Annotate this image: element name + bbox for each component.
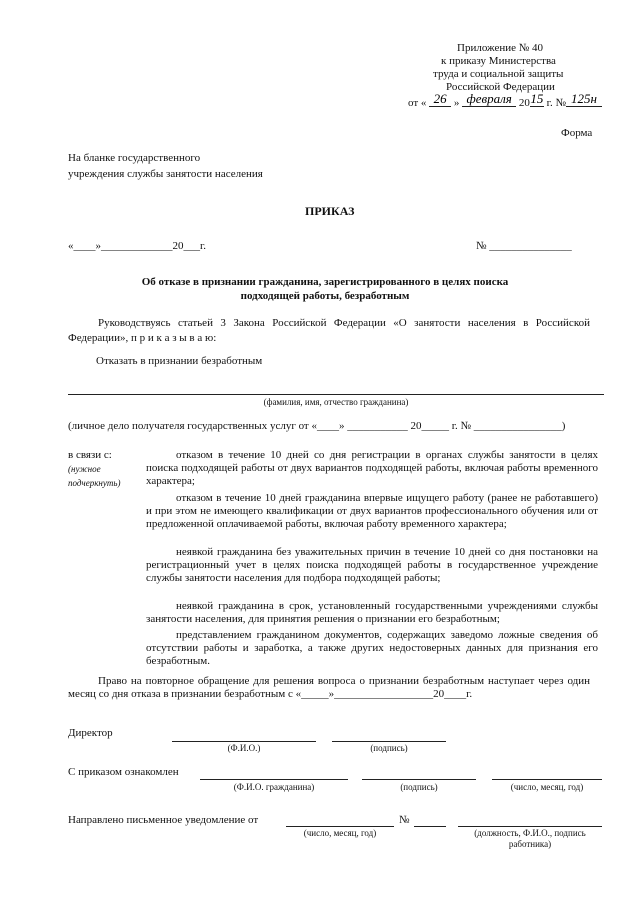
subject-line2: подходящей работы, безработным xyxy=(240,290,410,302)
reason-item-5: представлением гражданином документов, содержащих заведомо ложные сведения об отсутствии работы и заработка, а также других недостоверных данных для признания его безработным. xyxy=(146,629,598,667)
letterhead-line1: На бланке государственного xyxy=(68,152,201,164)
notice-date-caption: (число, месяц, год) xyxy=(303,828,377,838)
appendix-ministry-line2: труда и социальной защиты xyxy=(433,68,564,80)
appendix-date-row xyxy=(408,91,602,107)
notice-number-label: № xyxy=(399,814,410,826)
reasons-note: (нужное подчеркнуть) xyxy=(68,464,121,489)
page-title: ПРИКАЗ xyxy=(305,204,355,218)
date-year-handwritten: 15 xyxy=(530,91,544,106)
date-prefix: от « xyxy=(408,97,427,109)
order-number-blank: № _______________ xyxy=(476,240,572,252)
notice-position-line xyxy=(458,826,602,827)
acquainted-sign-caption: (подпись) xyxy=(400,782,438,792)
personal-file-line: (личное дело получателя государственных услуг от «____» ___________ 20_____ г. № ________________) xyxy=(68,420,566,432)
notice-position-caption: (должность, Ф.И.О., подпись работника) xyxy=(474,828,586,849)
acquainted-label: С приказом ознакомлен xyxy=(68,766,179,778)
letterhead-line2: учреждения службы занятости населения xyxy=(68,168,263,180)
date-number-handwritten: 125н xyxy=(566,91,602,107)
acquainted-sign-line xyxy=(362,779,476,780)
citizen-fio-caption: (фамилия, имя, отчество гражданина) xyxy=(263,397,409,407)
reapply-text: Право на повторное обращение для решения вопроса о признании безработным наступает через один месяц со дня отказа в признании безработным с «_____»__________________20____г. xyxy=(68,675,590,700)
order-date-blank: «____»_____________20___г. xyxy=(68,240,207,252)
acquainted-date-line xyxy=(492,779,602,780)
acquainted-fio-caption: (Ф.И.О. гражданина) xyxy=(233,782,315,792)
director-label: Директор xyxy=(68,727,113,739)
reason-item-1: отказом в течение 10 дней со дня регистрации в органах службы занятости в целях поиска подходящей работы от двух вариантов подходящей работы, включая работы временного характера; xyxy=(146,449,598,487)
appendix-ministry-line1: к приказу Министерства xyxy=(441,55,556,67)
reason-item-2: отказом в течение 10 дней гражданина впервые ищущего работу (ранее не работавшего) и при этом не имеющего квалификации от двух вариантов профессионального обучения или от предложенной оплачиваемой работы, включая работу временного характера; xyxy=(146,492,598,530)
director-fio-line xyxy=(172,741,316,742)
date-day-handwritten: 26 xyxy=(429,91,451,107)
citizen-fio-line xyxy=(68,394,604,395)
date-year-prefix: 20 xyxy=(518,97,530,109)
notice-label: Направлено письменное уведомление от xyxy=(68,814,259,826)
director-sign-caption: (подпись) xyxy=(370,743,408,753)
date-month-handwritten: февраля xyxy=(462,91,516,107)
form-label: Форма xyxy=(561,127,593,139)
notice-number-line xyxy=(414,826,446,827)
refuse-text: Отказать в признании безработным xyxy=(96,355,263,367)
acquainted-date-caption: (число, месяц, год) xyxy=(510,782,584,792)
appendix-ministry-line3: Российской Федерации xyxy=(446,81,555,93)
preamble: Руководствуясь статьей 3 Закона Российской Федерации «О занятости населения в Российской Федерации», п р и к а з ы в а ю: xyxy=(68,317,590,344)
date-number-prefix: г. № xyxy=(546,97,566,109)
reason-item-3: неявкой гражданина без уважительных причин в течение 10 дней со дня постановки на регистрационный учет в целях поиска подходящей работы в государственное учреждение службы занятости населения для подбора подходящей работы; xyxy=(146,546,598,584)
acquainted-fio-line xyxy=(200,779,348,780)
notice-date-line xyxy=(286,826,394,827)
reason-item-4: неявкой гражданина в срок, установленный государственными учреждениями службы занятости населения, для принятия решения о признании его безработным; xyxy=(146,600,598,625)
director-sign-line xyxy=(332,741,446,742)
director-fio-caption: (Ф.И.О.) xyxy=(227,743,261,753)
subject-line1: Об отказе в признании гражданина, зарегистрированного в целях поиска xyxy=(141,276,509,288)
appendix-number: Приложение № 40 xyxy=(457,42,544,54)
reasons-label: в связи с: xyxy=(68,449,112,461)
date-quote-close: » xyxy=(453,97,460,109)
